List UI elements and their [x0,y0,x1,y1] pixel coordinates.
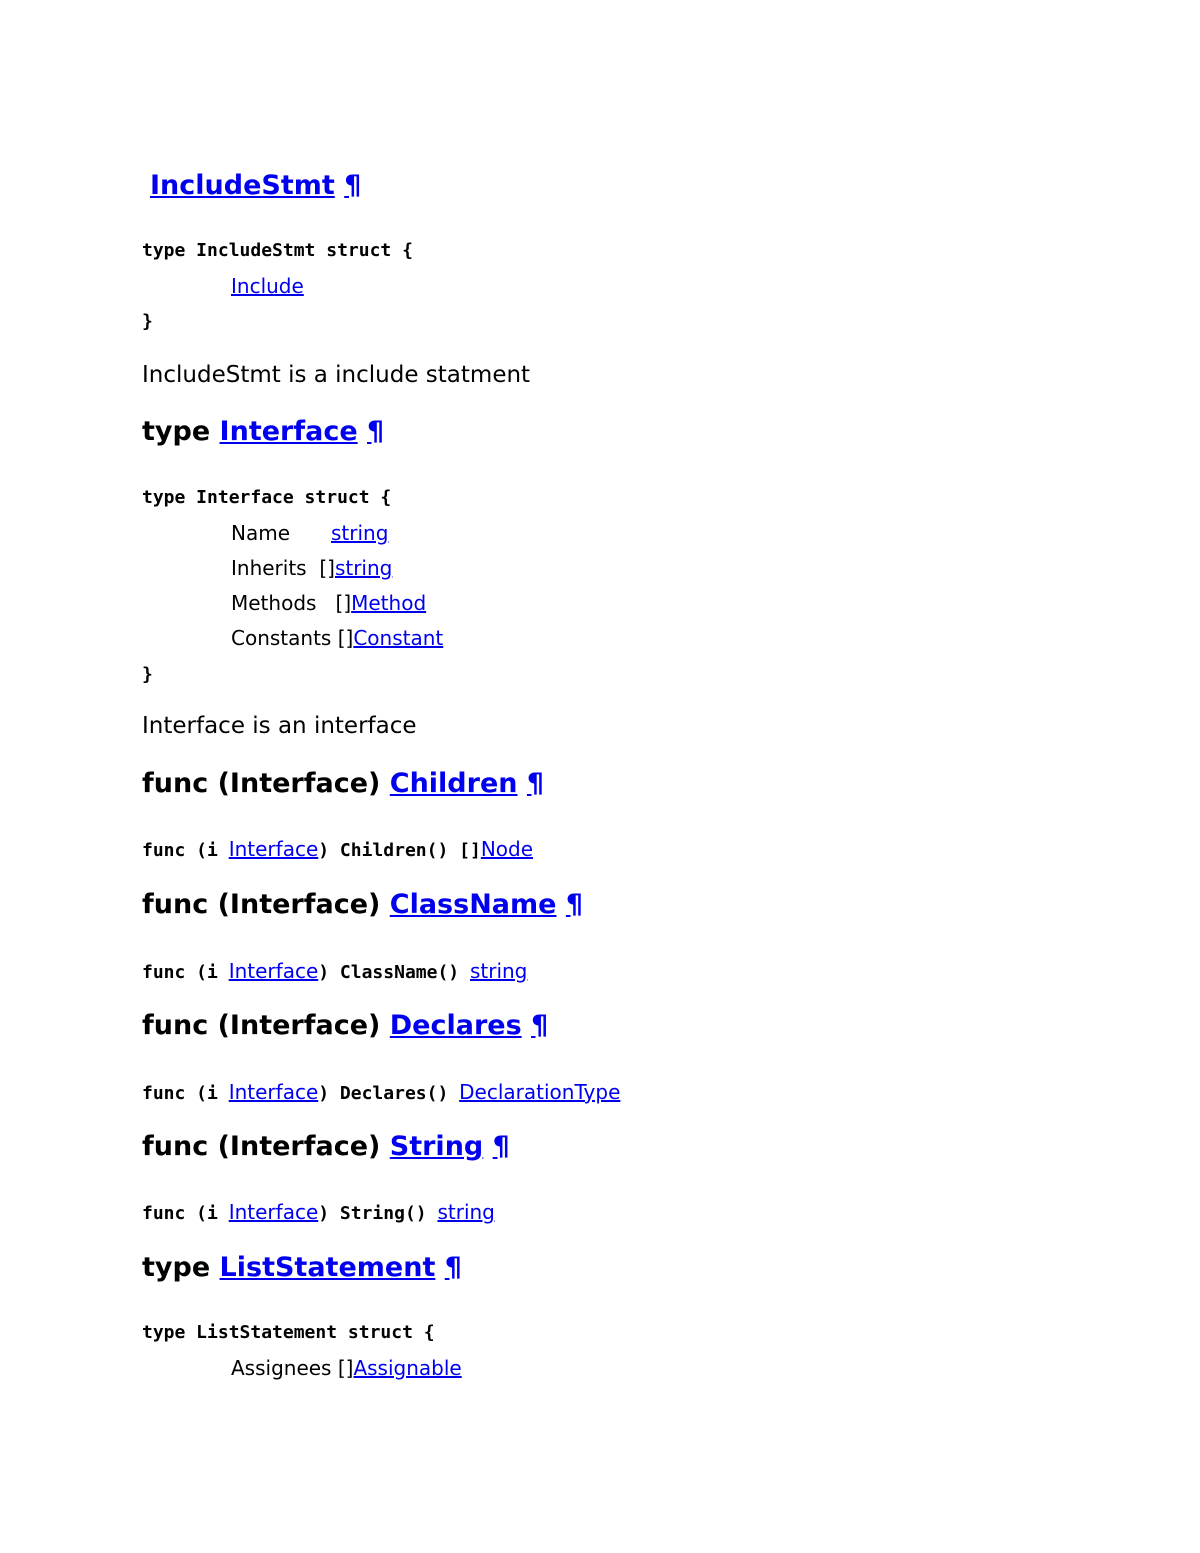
interface-receiver-link[interactable]: Interface [228,837,319,861]
assignable-type-link[interactable]: Assignable [353,1356,462,1380]
classname-sig-mid: ) ClassName() [318,962,470,983]
classname-title-link[interactable]: ClassName [389,889,557,920]
liststatement-field-assignees [231,1358,462,1378]
liststatement-permalink[interactable]: ¶ [444,1252,462,1283]
constant-type-link[interactable]: Constant [353,626,444,650]
liststatement-heading [142,1254,462,1281]
children-permalink[interactable]: ¶ [526,768,545,799]
method-type-link[interactable]: Method [351,591,427,615]
declares-heading [142,1012,548,1039]
field-assignees-label: Assignees [231,1356,332,1380]
field-constants-label: Constants [231,626,332,650]
string-sig-start: func (i [142,1203,229,1224]
classname-permalink[interactable]: ¶ [565,889,584,920]
declares-sig-mid: ) Declares() [318,1083,460,1104]
children-signature [142,839,533,860]
declares-title-link[interactable]: Declares [389,1010,522,1041]
interface-title-link[interactable]: Interface [219,416,358,447]
declares-heading-prefix: func (Interface) [142,1010,390,1041]
field-constants-prefix: [] [337,626,354,650]
interface-field-constants [231,628,443,648]
field-inherits-label: Inherits [231,556,307,580]
string-signature [142,1202,495,1223]
declares-permalink[interactable]: ¶ [531,1010,549,1041]
string-title-link[interactable]: String [389,1131,484,1162]
interface-heading [142,418,384,445]
children-sig-start: func (i [142,840,229,861]
string-type-link[interactable]: string [469,959,528,983]
children-sig-mid: ) Children() [] [318,840,481,861]
interface-description: Interface is an interface [142,713,417,739]
children-heading [142,770,544,797]
includestmt-field [231,276,304,296]
classname-sig-start: func (i [142,962,229,983]
interface-receiver-link[interactable]: Interface [228,959,319,983]
node-type-link[interactable]: Node [480,837,534,861]
interface-field-methods [231,593,426,613]
field-inherits-prefix: [] [319,556,335,580]
string-type-link[interactable]: string [331,521,389,545]
interface-code-open: type Interface struct { [142,487,392,508]
includestmt-code-close: } [142,311,153,332]
declares-sig-start: func (i [142,1083,229,1104]
liststatement-title-link[interactable]: ListStatement [219,1252,436,1283]
declares-signature [142,1082,620,1103]
interface-permalink[interactable]: ¶ [367,416,385,447]
interface-field-name [231,523,388,543]
field-methods-prefix: [] [335,591,352,615]
string-heading-prefix: func (Interface) [142,1131,390,1162]
includestmt-heading [150,172,361,199]
interface-code-close: } [142,664,153,685]
string-permalink[interactable]: ¶ [492,1131,510,1162]
includestmt-description: IncludeStmt is a include statment [142,362,531,388]
declarationtype-link[interactable]: DeclarationType [459,1080,621,1104]
interface-receiver-link[interactable]: Interface [228,1200,319,1224]
include-type-link[interactable]: Include [231,274,304,298]
includestmt-permalink[interactable]: ¶ [344,170,362,201]
children-heading-prefix: func (Interface) [142,768,390,799]
classname-signature [142,961,527,982]
classname-heading-prefix: func (Interface) [142,889,390,920]
field-assignees-prefix: [] [337,1356,354,1380]
field-methods-label: Methods [231,591,317,615]
string-sig-mid: ) String() [318,1203,438,1224]
string-type-link[interactable]: string [437,1200,495,1224]
includestmt-title-link[interactable]: IncludeStmt [150,170,335,201]
interface-field-inherits [231,558,392,578]
string-heading [142,1133,510,1160]
classname-heading [142,891,583,918]
liststatement-code-open: type ListStatement struct { [142,1322,435,1343]
children-title-link[interactable]: Children [389,768,518,799]
interface-heading-keyword: type [142,416,220,447]
includestmt-code-open: type IncludeStmt struct { [142,240,413,261]
field-name-label: Name [231,521,291,545]
string-type-link[interactable]: string [334,556,393,580]
interface-receiver-link[interactable]: Interface [228,1080,319,1104]
liststatement-heading-keyword: type [142,1252,220,1283]
